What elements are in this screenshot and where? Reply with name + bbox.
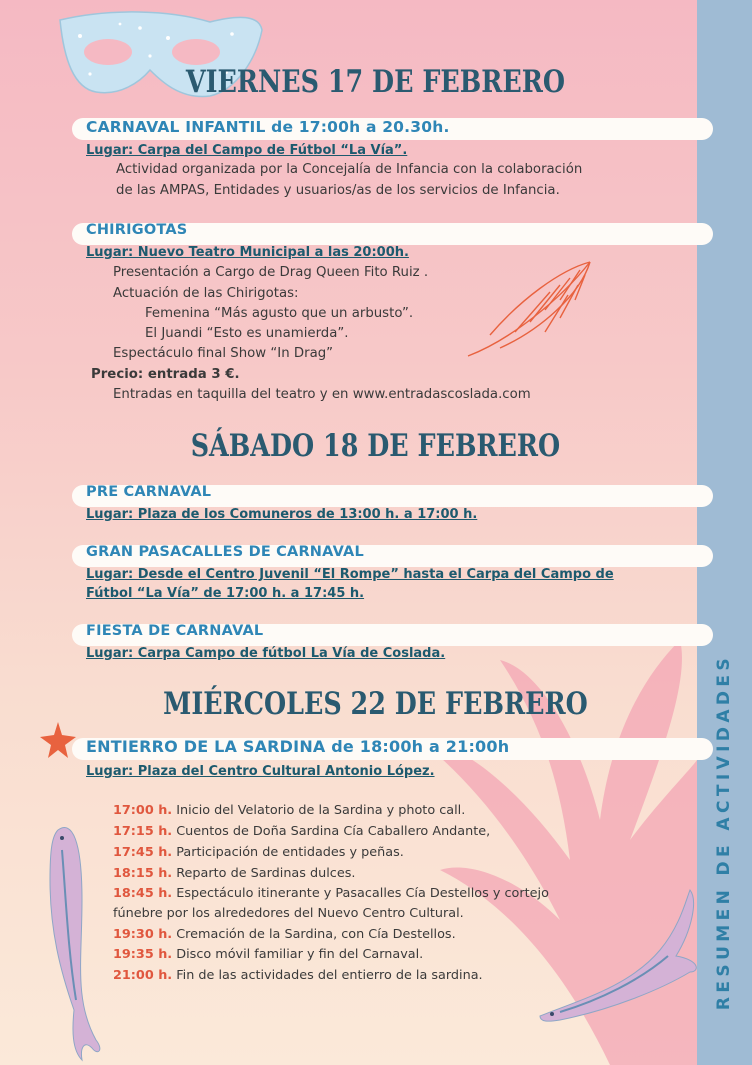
event-title: GRAN PASACALLES DE CARNAVAL: [86, 544, 364, 560]
fish-icon: [50, 828, 100, 1060]
schedule-text: Cremación de la Sardina, con Cía Destellos.: [172, 927, 456, 942]
event-title: CHIRIGOTAS: [86, 222, 188, 238]
event-description: de las AMPAS, Entidades y usuarios/as de los servicios de Infancia.: [116, 183, 560, 198]
event-line: Espectáculo final Show “In Drag”: [113, 346, 334, 361]
event-tickets: Entradas en taquilla del teatro y en www.entradascoslada.com: [113, 387, 531, 402]
schedule-time: 17:00 h.: [113, 803, 173, 818]
schedule-time: 19:30 h.: [113, 927, 173, 942]
event-line: Femenina “Más agusto que un arbusto”.: [145, 306, 414, 321]
event-location: Lugar: Desde el Centro Juvenil “El Rompe” hasta el Carpa del Campo de: [86, 567, 614, 582]
event-price: Precio: entrada 3 €.: [91, 367, 240, 382]
schedule-text: Disco móvil familiar y fin del Carnaval.: [172, 947, 424, 962]
day-title: SÁBADO 18 DE FEBRERO: [190, 428, 561, 464]
event-line: Actuación de las Chirigotas:: [113, 286, 299, 301]
day-title: MIÉRCOLES 22 DE FEBRERO: [163, 686, 588, 722]
sidebar-label: RESUMEN DE ACTIVIDADES: [714, 653, 734, 1011]
schedule-item: [113, 947, 423, 962]
event-location: Lugar: Plaza del Centro Cultural Antonio López.: [86, 764, 435, 779]
event-location: Lugar: Carpa del Campo de Fútbol “La Vía”.: [86, 143, 408, 158]
event-title: PRE CARNAVAL: [86, 484, 212, 500]
event-title: ENTIERRO DE LA SARDINA de 18:00h a 21:00h: [86, 737, 510, 756]
feather-icon: [468, 262, 590, 356]
schedule-item: [113, 824, 490, 839]
schedule-time: 18:15 h.: [113, 866, 173, 881]
event-location: Lugar: Nuevo Teatro Municipal a las 20:00h.: [86, 245, 409, 260]
schedule-time: 17:15 h.: [113, 824, 173, 839]
schedule-text: Participación de entidades y peñas.: [172, 845, 404, 860]
event-line: Presentación a Cargo de Drag Queen Fito Ruiz .: [113, 265, 429, 280]
schedule-text: fúnebre por los alrededores del Nuevo Centro Cultural.: [113, 906, 464, 921]
schedule-time: 17:45 h.: [113, 845, 173, 860]
schedule-text: Espectáculo itinerante y Pasacalles Cía Destellos y cortejo: [172, 886, 549, 901]
schedule-item: [113, 906, 464, 921]
schedule-item: [113, 968, 483, 983]
day-title: VIERNES 17 DE FEBRERO: [185, 64, 566, 100]
event-title: FIESTA DE CARNAVAL: [86, 623, 264, 639]
schedule-text: Fin de las actividades del entierro de la sardina.: [172, 968, 483, 983]
event-location: Fútbol “La Vía” de 17:00 h. a 17:45 h.: [86, 586, 365, 601]
schedule-item: [113, 845, 404, 860]
starfish-icon: [40, 722, 76, 758]
schedule-text: Reparto de Sardinas dulces.: [172, 866, 356, 881]
schedule-time: 19:35 h.: [113, 947, 173, 962]
event-description: Actividad organizada por la Concejalía de Infancia con la colaboración: [116, 162, 583, 177]
schedule-item: [113, 866, 355, 881]
schedule-time: 18:45 h.: [113, 886, 173, 901]
schedule-time: 21:00 h.: [113, 968, 173, 983]
event-line: El Juandi “Esto es unamierda”.: [145, 326, 349, 341]
event-location: Lugar: Carpa Campo de fútbol La Vía de Coslada.: [86, 646, 446, 661]
schedule-item: [113, 886, 549, 901]
schedule-item: [113, 803, 465, 818]
schedule-text: Cuentos de Doña Sardina Cía Caballero Andante,: [172, 824, 491, 839]
event-location: Lugar: Plaza de los Comuneros de 13:00 h. a 17:00 h.: [86, 507, 478, 522]
event-title: CARNAVAL INFANTIL de 17:00h a 20.30h.: [86, 118, 450, 136]
schedule-item: [113, 927, 456, 942]
schedule-text: Inicio del Velatorio de la Sardina y photo call.: [172, 803, 466, 818]
